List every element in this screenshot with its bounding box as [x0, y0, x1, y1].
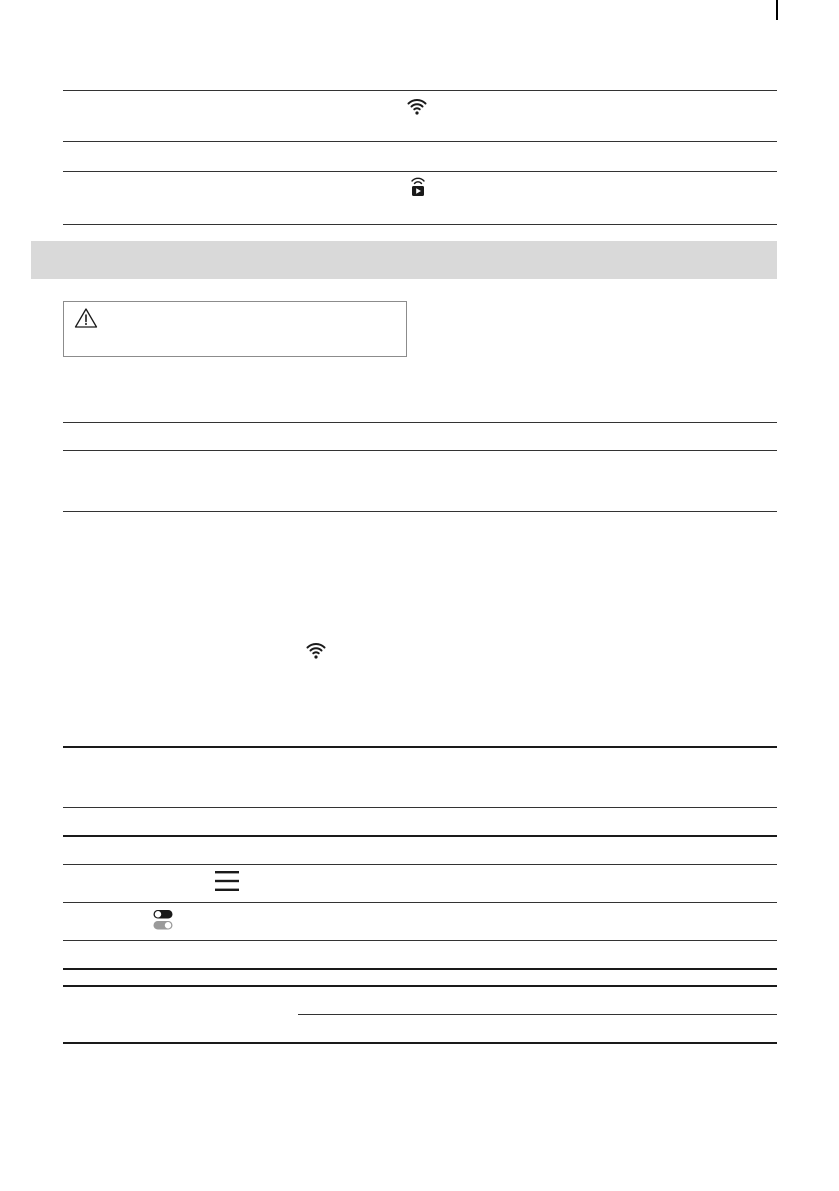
- wifi-icon: [306, 640, 326, 660]
- table-rule: [63, 746, 777, 748]
- table-rule: [63, 807, 777, 808]
- table-rule: [63, 450, 777, 451]
- table-rule: [63, 968, 777, 970]
- warning-triangle-icon: [74, 307, 98, 329]
- menu-icon: [214, 869, 240, 893]
- crop-mark: [776, 0, 778, 20]
- table-rule: [63, 835, 777, 837]
- table-rule: [63, 90, 777, 91]
- table-rule: [63, 1042, 777, 1044]
- wifi-icon: [407, 96, 427, 116]
- table-rule: [63, 422, 777, 423]
- section-header-bar: [31, 241, 777, 279]
- table-rule: [63, 902, 777, 903]
- table-rule: [63, 511, 777, 512]
- table-rule: [63, 171, 777, 172]
- table-rule: [298, 1014, 777, 1015]
- remote-start-icon: [409, 176, 427, 198]
- table-rule: [63, 985, 777, 987]
- table-rule: [63, 141, 777, 142]
- table-rule: [63, 864, 777, 865]
- warning-box: [63, 301, 407, 357]
- table-rule: [63, 224, 777, 225]
- toggle-switch-icon: [153, 909, 173, 931]
- table-rule: [63, 940, 777, 941]
